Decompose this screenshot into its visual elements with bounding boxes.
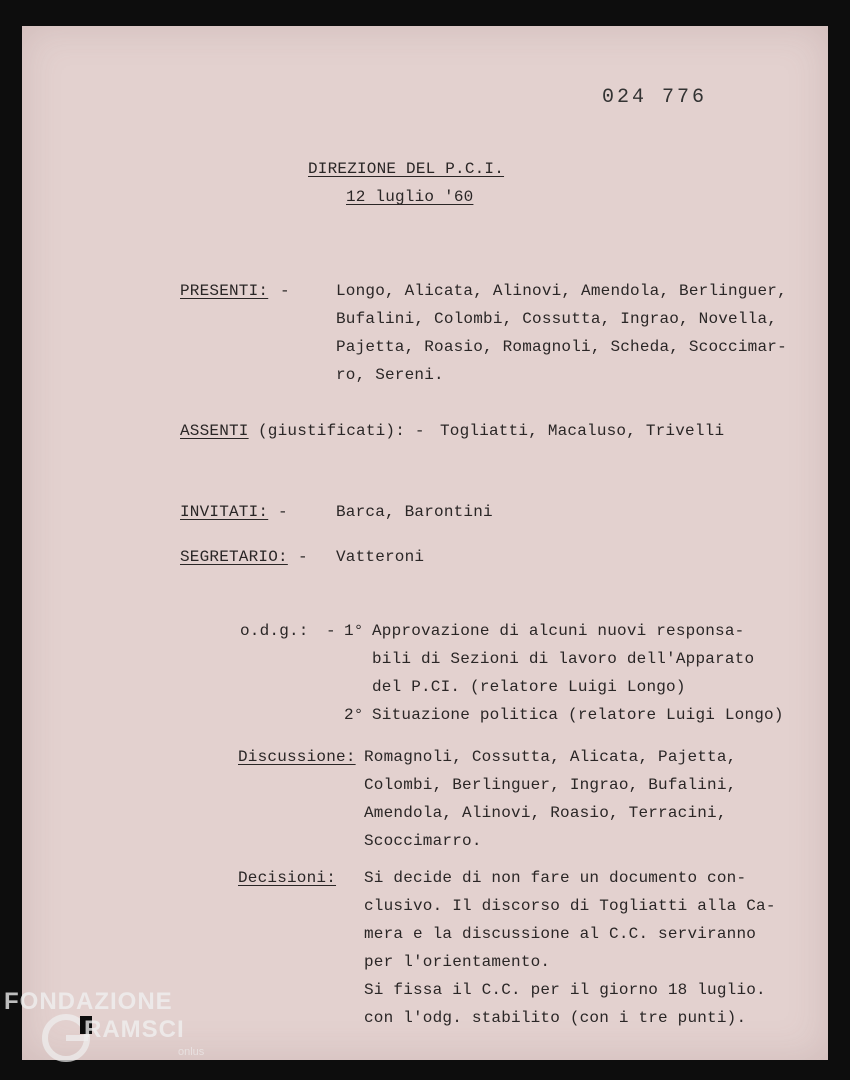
decisioni-line: Si fissa il C.C. per il giorno 18 luglio.: [364, 981, 766, 999]
odg-item1-line: Approvazione di alcuni nuovi responsa-: [372, 622, 745, 640]
assenti-label: ASSENTI: [180, 422, 249, 440]
odg-label: o.d.g.:: [240, 622, 309, 640]
discussione-line: Scoccimarro.: [364, 832, 482, 850]
presenti-line: ro, Sereni.: [336, 366, 444, 384]
decisioni-line: Si decide di non fare un documento con-: [364, 869, 747, 887]
presenti-label: PRESENTI:: [180, 282, 269, 300]
fondazione-gramsci-watermark: [4, 988, 224, 1068]
decisioni-line: clusivo. Il discorso di Togliatti alla Ca-: [364, 897, 776, 915]
decisioni-line: mera e la discussione al C.C. serviranno: [364, 925, 757, 943]
discussione-line: Romagnoli, Cossutta, Alicata, Pajetta,: [364, 748, 737, 766]
segretario-label: SEGRETARIO:: [180, 548, 288, 566]
odg-item1-line: bili di Sezioni di lavoro dell'Apparato: [372, 650, 755, 668]
document-page: [22, 26, 828, 1060]
decisioni-label: Decisioni:: [238, 869, 337, 887]
segretario-dash: -: [298, 548, 308, 566]
decisioni-line: con l'odg. stabilito (con i tre punti).: [364, 1009, 747, 1027]
odg-item2-number: 2°: [344, 706, 364, 724]
presenti-dash: -: [280, 282, 290, 300]
invitati-dash: -: [278, 503, 288, 521]
odg-dash: -: [326, 622, 336, 640]
invitati-label: INVITATI:: [180, 503, 269, 521]
document-title: DIREZIONE DEL P.C.I.: [308, 160, 505, 178]
invitati-value: Barca, Barontini: [336, 503, 493, 521]
decisioni-line: per l'orientamento.: [364, 953, 551, 971]
watermark-line1: FONDAZIONE: [4, 988, 173, 1015]
presenti-line: Pajetta, Roasio, Romagnoli, Scheda, Scoccimar-: [336, 338, 787, 356]
odg-item2: Situazione politica (relatore Luigi Longo): [372, 706, 784, 724]
presenti-line: Bufalini, Colombi, Cossutta, Ingrao, Novella,: [336, 310, 778, 328]
document-date: 12 luglio '60: [346, 188, 474, 206]
presenti-line: Longo, Alicata, Alinovi, Amendola, Berlinguer,: [336, 282, 787, 300]
show-through-text: [80, 66, 114, 926]
document-number: 024 776: [602, 86, 708, 109]
watermark-line2: RAMSCI: [84, 1016, 185, 1043]
discussione-line: Amendola, Alinovi, Roasio, Terracini,: [364, 804, 727, 822]
assenti-value: Togliatti, Macaluso, Trivelli: [440, 422, 725, 440]
odg-item1-number: 1°: [344, 622, 364, 640]
assenti-qualifier: (giustificati): -: [258, 422, 425, 440]
odg-item1-line: del P.CI. (relatore Luigi Longo): [372, 678, 686, 696]
discussione-label: Discussione:: [238, 748, 356, 766]
watermark-line3: onlus: [178, 1046, 205, 1058]
segretario-value: Vatteroni: [336, 548, 425, 566]
discussione-line: Colombi, Berlinguer, Ingrao, Bufalini,: [364, 776, 737, 794]
